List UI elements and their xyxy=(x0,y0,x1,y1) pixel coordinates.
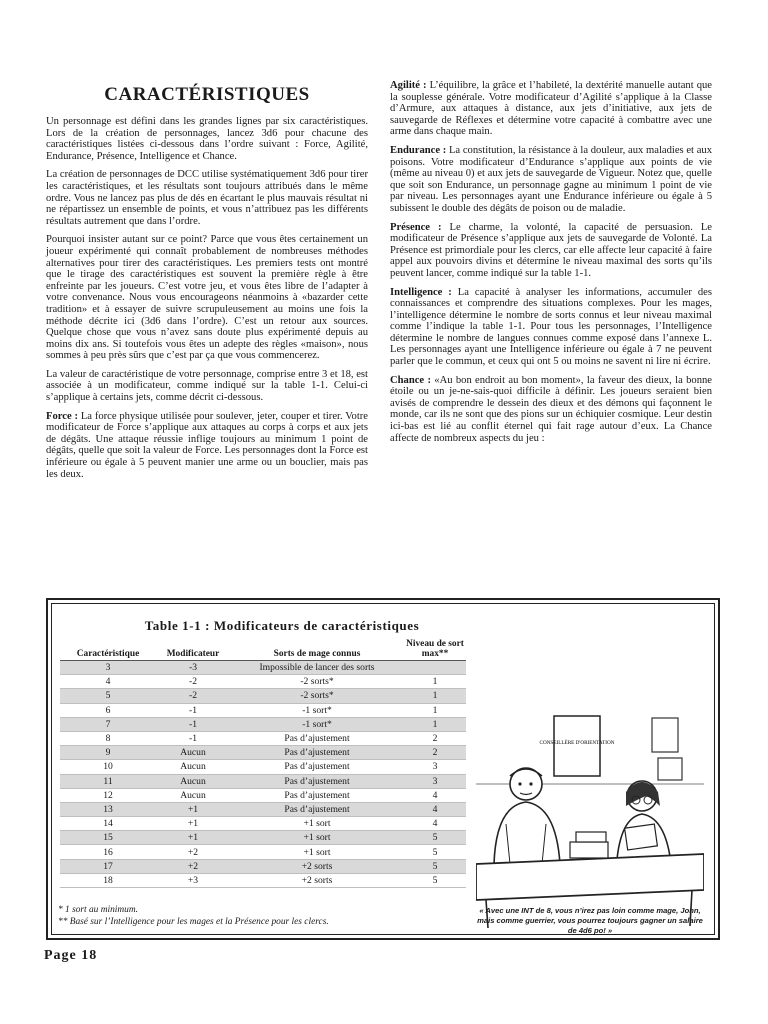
table-row xyxy=(60,802,466,816)
table-cell: -1 sort* xyxy=(230,703,404,717)
table-row xyxy=(60,703,466,717)
table-cell: Aucun xyxy=(156,746,230,760)
table-cell: 8 xyxy=(60,731,156,745)
table-cell: 2 xyxy=(404,731,466,745)
table-row xyxy=(60,717,466,731)
table-cell: 4 xyxy=(404,802,466,816)
header-modificateur: Modificateur xyxy=(156,636,230,661)
cartoon-illustration xyxy=(476,714,704,934)
force-paragraph xyxy=(46,411,368,481)
table-row xyxy=(60,788,466,802)
force-term: Force : xyxy=(46,410,79,422)
table-cell: -2 xyxy=(156,689,230,703)
table-row xyxy=(60,661,466,675)
table-cell: +1 sort xyxy=(230,817,404,831)
table-cell: 5 xyxy=(404,845,466,859)
table-cell: -1 xyxy=(156,731,230,745)
table-cell: 4 xyxy=(404,788,466,802)
agilite-text: L’équilibre, la grâce et l’habileté, la dextérité manuelle autant que la souplesse générale. Votre modificateur d’Agilité s’applique à la Classe d’Armure, aux attaques à distance, aux jets d’initiative, aux jets de sauvegarde de Réflexes et détermine votre capacité à combattre avec une arme dans chaque main. xyxy=(390,80,712,138)
table-cell: 17 xyxy=(60,859,156,873)
table-footnotes xyxy=(58,904,478,928)
presence-text: Le charme, la volonté, la capacité de persuasion. Le modificateur de Présence s’applique aux jets de sauvegarde de Volonté. La Présence est primordiale pour les clercs, car elle affecte leur capacité à faire appel aux pouvoirs divins et détermine le niveau maximal des sorts qu’ils peuvent lancer, comme indiqué sur la table 1-1. xyxy=(390,221,713,279)
table-cell xyxy=(404,661,466,675)
table-cell: -1 xyxy=(156,717,230,731)
table-cell: 3 xyxy=(404,760,466,774)
table-row xyxy=(60,817,466,831)
intro-paragraph-3: Pourquoi insister autant sur ce point? Parce que vous êtes certainement un joueur expérimenté qui connaît probablement de nombreuses méthodes alternatives pour tirer des caractéristiques. Les premiers tests ont montré que le tirage des caractéristiques est souvent la première règle à être enfreinte par les joueurs. C’est votre jeu, et vous êtes libre de l’adapter à votre convenance. Nous vous encourageons néanmoins à «bazarder cette tradition» et à essayer de suivre scrupuleusement au moins une fois la méthode décrite ici (3d6 dans l’ordre). C’est un retour aux sources. Quelque chose que vous n’avez sans doute plus expérimenté depuis au moins dix ans. Si toutefois vous êtes un adepte des règles «maison», nous sommes à peu près sûrs que c’est par ça que vous commencerez. xyxy=(46,234,368,362)
endurance-term: Endurance : xyxy=(390,144,447,156)
table-cell: 9 xyxy=(60,746,156,760)
table-cell: 11 xyxy=(60,774,156,788)
table-cell: 3 xyxy=(404,774,466,788)
table-cell: -2 sorts* xyxy=(230,675,404,689)
table-cell: Aucun xyxy=(156,760,230,774)
table-cell: +1 sort xyxy=(230,831,404,845)
left-column xyxy=(46,80,368,487)
table-cell: 1 xyxy=(404,703,466,717)
intro-paragraph-4: La valeur de caractéristique de votre personnage, comprise entre 3 et 18, est associée à un modificateur, comme indiqué sur la table 1-1. Celui-ci s’applique à certains jets, comme décrit ci-dessous. xyxy=(46,368,368,404)
table-cell: -2 sorts* xyxy=(230,689,404,703)
table-cell: 5 xyxy=(404,831,466,845)
cartoon-paper xyxy=(625,824,658,850)
chance-term: Chance : xyxy=(390,374,431,386)
intro-paragraph-1: Un personnage est défini dans les grandes lignes par six caractéristiques. Lors de la création de personnages, lancez 3d6 pour chacune des caractéristiques listées ci-dessous dans l’ordre suivant : Force, Agilité, Endurance, Présence, Intelligence et Chance. xyxy=(46,116,368,162)
table-cell: Impossible de lancer des sorts xyxy=(230,661,404,675)
table-cell: 18 xyxy=(60,873,156,887)
table-cell: +1 sort xyxy=(230,845,404,859)
table-row xyxy=(60,873,466,887)
table-row xyxy=(60,746,466,760)
table-row xyxy=(60,689,466,703)
table-cell: +2 sorts xyxy=(230,859,404,873)
table-cell: 7 xyxy=(60,717,156,731)
table-cell: Pas d’ajustement xyxy=(230,760,404,774)
table-cell: 5 xyxy=(404,859,466,873)
table-cell: -3 xyxy=(156,661,230,675)
table-row xyxy=(60,774,466,788)
modifiers-table xyxy=(60,636,466,888)
table-cell: 5 xyxy=(60,689,156,703)
table-cell: -2 xyxy=(156,675,230,689)
table-cell: Pas d’ajustement xyxy=(230,788,404,802)
chance-text: «Au bon endroit au bon moment», la faveur des dieux, la bonne étoile ou un je-ne-sais-quoi difficile à définir. Les joueurs seraient bien avisés de comprendre le dessein des dieux et des démons qui façonnent le monde, car ils ne sont que des pions sur un échiquier cosmique. Leur destin ici-bas est lié au conflit éternel qui fait rage autour d’eux. La Chance affecte de nombreux aspects du jeu : xyxy=(390,374,712,444)
table-cell: 5 xyxy=(404,873,466,887)
page-number: Page 18 xyxy=(44,948,98,963)
cartoon-sign-text: CONSEILLÈRE D'ORIENTATION xyxy=(539,740,615,746)
table-cell: 2 xyxy=(404,746,466,760)
table-cell: 3 xyxy=(60,661,156,675)
table-row xyxy=(60,760,466,774)
table-cell: +2 xyxy=(156,859,230,873)
table-cell: 1 xyxy=(404,717,466,731)
intro-paragraph-2: La création de personnages de DCC utilise systématiquement 3d6 pour tirer les caractéristiques, et les résultats sont toujours attribués dans le même ordre. Vous ne lancez pas plus de dés en écartant le plus mauvais résultat ni ne répartissez un ensemble de points, et vous n’attribuez pas les différents résultats autrement que dans l’ordre. xyxy=(46,169,368,227)
intelligence-text: La capacité à analyser les informations, accumuler des connaissances et comprendre des situations complexes. Pour les mages, l’intelligence détermine le nombre de sorts connus et leur niveau maximal comme l’indique la table 1-1. Pour tous les personnages, l’Intelligence détermine le nombre de langues connues comme exposé dans l’annexe L. Les personnages ayant une Intelligence inférieure ou égale à 7 ne peuvent parler que le commun, et ceux qui ont 5 ou moins ne savent ni lire ni écrire. xyxy=(390,286,713,368)
right-column xyxy=(390,80,712,451)
table-cell: +2 sorts xyxy=(230,873,404,887)
agilite-paragraph xyxy=(390,80,712,138)
table-cell: Aucun xyxy=(156,788,230,802)
table-row xyxy=(60,859,466,873)
table-body xyxy=(60,661,466,888)
cartoon-wall-frame xyxy=(658,758,682,780)
header-sorts-connus: Sorts de mage connus xyxy=(230,636,404,661)
table-cell: 6 xyxy=(60,703,156,717)
table-cell: +1 xyxy=(156,831,230,845)
endurance-text: La constitution, la résistance à la douleur, aux maladies et aux poisons. Votre modificateur d’Endurance s’applique aux points de vie (même au niveau 0) et aux jets de sauvegarde de Vigueur. Notez que, quelle que soit son Endurance, un personnage gagne au minimum 1 point de vie par niveau. Les personnages ayant une Endurance inférieure ou égale à 5 subissent le double des dégâts de poison ou de maladie. xyxy=(390,144,712,214)
intelligence-paragraph xyxy=(390,287,712,368)
chance-paragraph xyxy=(390,375,712,445)
table-cell: 16 xyxy=(60,845,156,859)
cartoon-book-stack xyxy=(570,842,608,858)
table-cell: 1 xyxy=(404,675,466,689)
table-cell: -1 sort* xyxy=(230,717,404,731)
table-cell: +1 xyxy=(156,817,230,831)
agilite-term: Agilité : xyxy=(390,80,427,91)
presence-term: Présence : xyxy=(390,221,442,233)
table-cell: +1 xyxy=(156,802,230,816)
table-cell: 12 xyxy=(60,788,156,802)
table-cell: +2 xyxy=(156,845,230,859)
intelligence-term: Intelligence : xyxy=(390,286,452,298)
presence-paragraph xyxy=(390,222,712,280)
table-cell: Pas d’ajustement xyxy=(230,731,404,745)
footnote-1: * 1 sort au minimum. xyxy=(58,905,138,915)
table-cell: 13 xyxy=(60,802,156,816)
header-caracteristique: Caractéristique xyxy=(60,636,156,661)
table-header-row xyxy=(60,636,466,661)
force-text: La force physique utilisée pour soulever, jeter, couper et tirer. Votre modificateur de Force s’applique aux attaques au corps à corps et aux jets de dégâts. Une attaque réussie inflige toujours au minimum 1 point de dégâts, quelle que soit la valeur de Force. Les personnages dont la Force est inférieure ou égale à 5 peuvent manier une arme ou un bouclier, mais pas les deux. xyxy=(46,410,369,480)
header-niveau-max: Niveau de sort max** xyxy=(404,636,466,661)
table-cell: 15 xyxy=(60,831,156,845)
table-row xyxy=(60,845,466,859)
table-cell: 10 xyxy=(60,760,156,774)
table-cell: 4 xyxy=(60,675,156,689)
cartoon-warrior-body xyxy=(494,802,560,864)
endurance-paragraph xyxy=(390,145,712,215)
table-cell: 4 xyxy=(404,817,466,831)
table-cell: -1 xyxy=(156,703,230,717)
table-cell: 1 xyxy=(404,689,466,703)
table-title: Table 1-1 : Modificateurs de caractéristiques xyxy=(144,618,420,633)
table-cell: 14 xyxy=(60,817,156,831)
page-title: CARACTÉRISTIQUES xyxy=(104,84,310,105)
footnote-2: ** Basé sur l’Intelligence pour les mages et la Présence pour les clercs. xyxy=(58,917,329,927)
table-cell: Pas d’ajustement xyxy=(230,802,404,816)
table-cell: +3 xyxy=(156,873,230,887)
table-row xyxy=(60,675,466,689)
table-cell: Aucun xyxy=(156,774,230,788)
table-cell: Pas d’ajustement xyxy=(230,746,404,760)
cartoon-caption: « Avec une INT de 8, vous n’irez pas loin comme mage, John, mais comme guerrier, vous pourrez toujours gagner un salaire de 4d6 po! » xyxy=(477,906,703,935)
table-cell: Pas d’ajustement xyxy=(230,774,404,788)
cartoon-wall-frame xyxy=(652,718,678,752)
table-row xyxy=(60,731,466,745)
table-row xyxy=(60,831,466,845)
cartoon-door-sign xyxy=(554,716,600,776)
